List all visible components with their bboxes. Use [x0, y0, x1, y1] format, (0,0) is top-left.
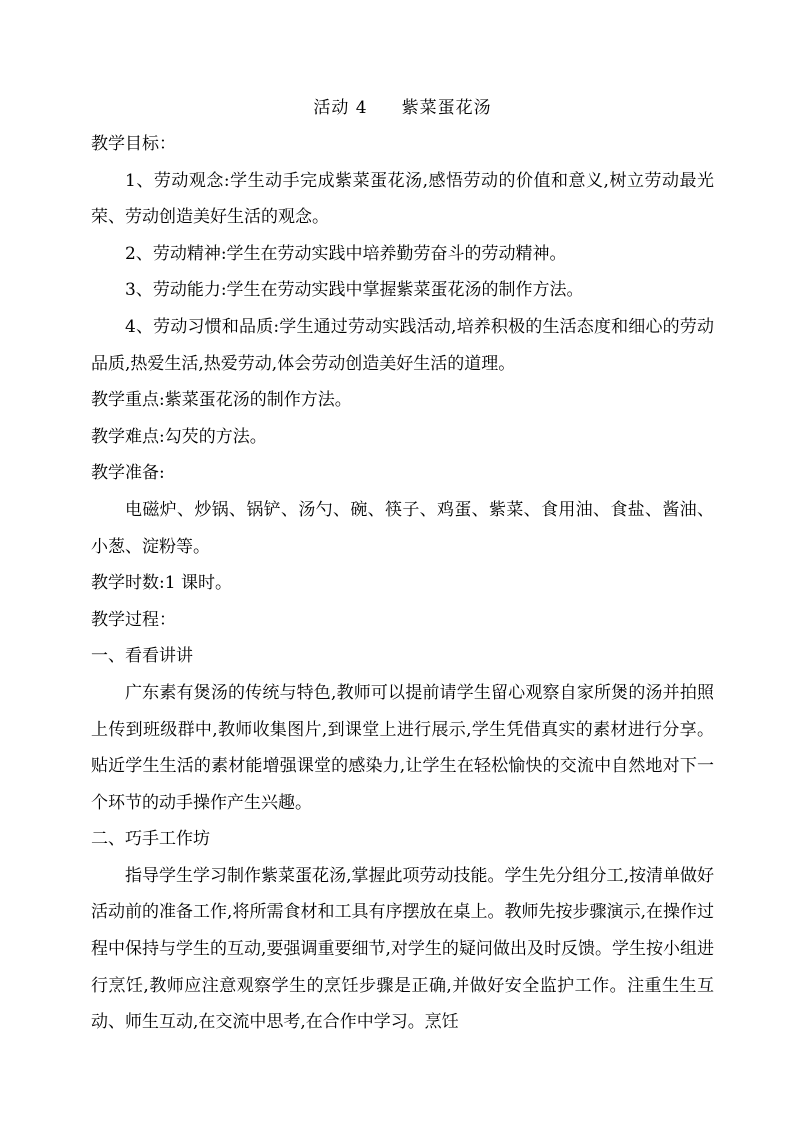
preparation-text: 电磁炉、炒锅、锅铲、汤勺、碗、筷子、鸡蛋、紫菜、食用油、食盐、酱油、小葱、淀粉等。	[91, 499, 714, 557]
section-heading-2: 二、巧手工作坊	[91, 829, 210, 850]
objective-item-3: 3、劳动能力:学生在劳动实践中掌握紫菜蛋花汤的制作方法。	[125, 280, 584, 301]
preparation-heading: 教学准备:	[91, 463, 165, 484]
objective-item-2: 2、劳动精神:学生在劳动实践中培养勤劳奋斗的劳动精神。	[125, 243, 567, 264]
objectives-heading: 教学目标：	[91, 134, 176, 154]
difficulty-point: 教学难点:勾芡的方法。	[91, 426, 267, 447]
objective-item-4: 4、劳动习惯和品质:学生通过劳动实践活动,培养积极的生活态度和细心的劳动品质,热爱生活,热爱劳动,体会劳动创造美好生活的道理。	[91, 316, 714, 374]
page-title	[91, 90, 714, 126]
section-heading-1: 一、看看讲讲	[91, 646, 193, 667]
activity-number: 活动 4	[313, 98, 368, 118]
section-text-1: 广东素有煲汤的传统与特色,教师可以提前请学生留心观察自家所煲的汤并拍照上传到班级群中,教师收集图片,到课堂上进行展示,学生凭借真实的素材进行分享。贴近学生生活的素材能增强课堂的感染力,让学生在轻松愉快的交流中自然地对下一个环节的动手操作产生兴趣。	[91, 682, 714, 813]
process-heading: 教学过程：	[91, 609, 176, 630]
document-body	[91, 90, 714, 1041]
activity-name: 紫菜蛋花汤	[401, 98, 492, 118]
section-text-2: 指导学生学习制作紫菜蛋花汤,掌握此项劳动技能。学生先分组分工,按清单做好活动前的准备工作,将所需食材和工具有序摆放在桌上。教师先按步骤演示,在操作过程中保持与学生的互动,要强调重要细节,对学生的疑问做出及时反馈。学生按小组进行烹饪,教师应注意观察学生的烹饪步骤是正确,并做好安全监护工作。注重生生互动、师生互动,在交流中思考,在合作中学习。烹饪	[91, 865, 714, 1033]
key-point: 教学重点:紫菜蛋花汤的制作方法。	[91, 390, 352, 411]
teaching-hours: 教学时数:1 课时。	[91, 573, 232, 594]
objective-item-1: 1、劳动观念:学生动手完成紫菜蛋花汤,感悟劳动的价值和意义,树立劳动最光荣、劳动创造美好生活的观念。	[91, 170, 714, 228]
